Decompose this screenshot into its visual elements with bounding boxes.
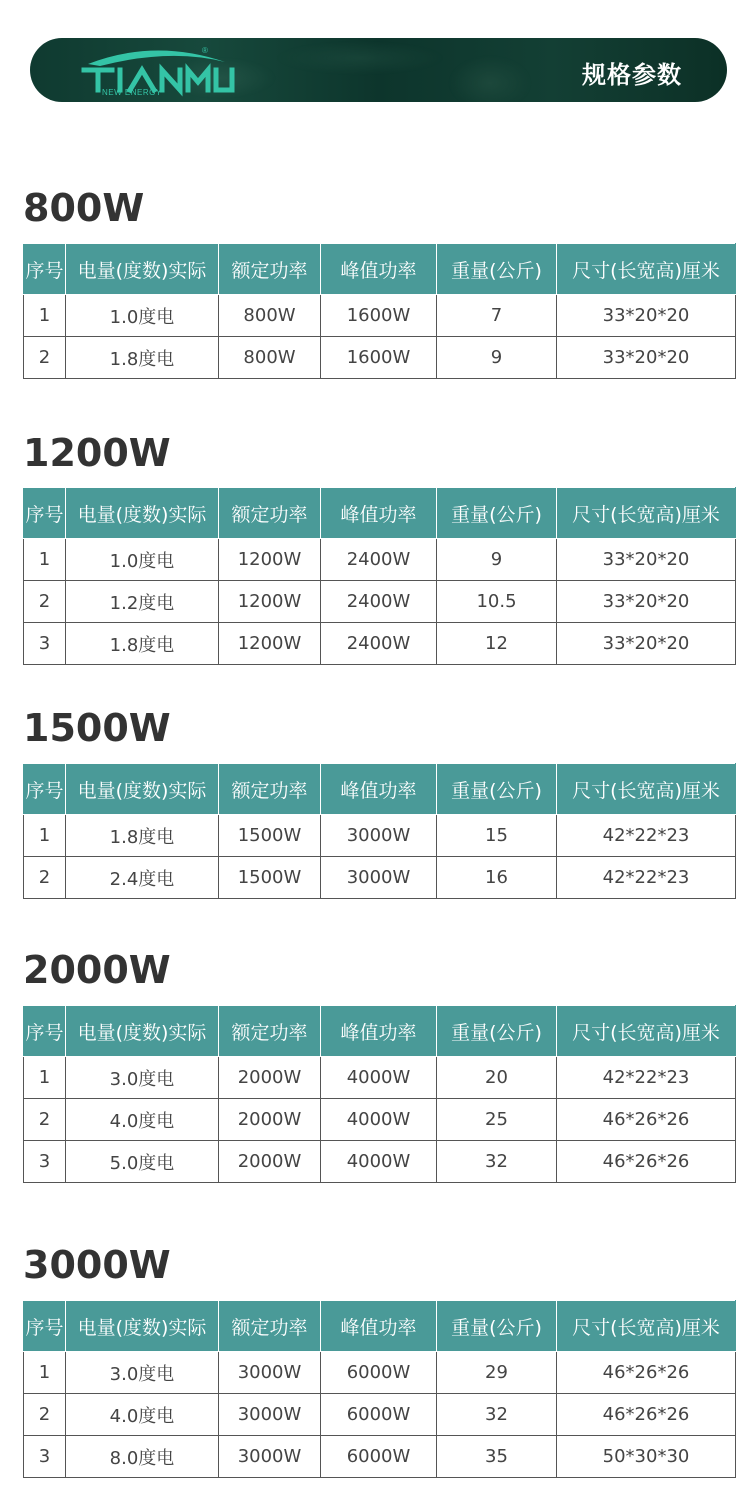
table-cell: 1200W <box>219 581 321 623</box>
column-header: 序号 <box>24 764 66 815</box>
column-header: 尺寸(长宽高)厘米 <box>557 488 736 539</box>
table-cell: 3000W <box>219 1436 321 1478</box>
table-cell: 2400W <box>321 623 437 665</box>
table-cell: 15 <box>437 815 557 857</box>
table-cell: 3 <box>24 623 66 665</box>
table-cell: 4000W <box>321 1057 437 1099</box>
column-header: 电量(度数)实际 <box>66 1006 219 1057</box>
column-header: 峰值功率 <box>321 1006 437 1057</box>
table-cell: 4000W <box>321 1141 437 1183</box>
table-cell: 800W <box>219 295 321 337</box>
table-cell: 9 <box>437 337 557 379</box>
table-cell: 1500W <box>219 857 321 899</box>
table-cell: 5.0度电 <box>66 1141 219 1183</box>
table-cell: 1.0度电 <box>66 539 219 581</box>
column-header: 峰值功率 <box>321 488 437 539</box>
table-cell: 1600W <box>321 337 437 379</box>
table-cell: 1600W <box>321 295 437 337</box>
table-row <box>24 1436 736 1478</box>
table-cell: 2000W <box>219 1099 321 1141</box>
table-cell: 50*30*30 <box>557 1436 736 1478</box>
column-header: 序号 <box>24 244 66 295</box>
column-header: 电量(度数)实际 <box>66 244 219 295</box>
section-title: 2000W <box>23 948 171 992</box>
table-cell: 3 <box>24 1141 66 1183</box>
table-cell: 9 <box>437 539 557 581</box>
table-cell: 2 <box>24 581 66 623</box>
column-header: 额定功率 <box>219 1006 321 1057</box>
table-cell: 46*26*26 <box>557 1099 736 1141</box>
table-cell: 2400W <box>321 539 437 581</box>
table-cell: 2.4度电 <box>66 857 219 899</box>
table-cell: 7 <box>437 295 557 337</box>
table-row <box>24 815 736 857</box>
column-header: 尺寸(长宽高)厘米 <box>557 1006 736 1057</box>
table-cell: 29 <box>437 1352 557 1394</box>
table-cell: 3000W <box>321 815 437 857</box>
table-cell: 3000W <box>219 1352 321 1394</box>
table-cell: 32 <box>437 1141 557 1183</box>
column-header: 额定功率 <box>219 764 321 815</box>
section-title: 800W <box>23 186 145 230</box>
table-cell: 3.0度电 <box>66 1352 219 1394</box>
table-cell: 4000W <box>321 1099 437 1141</box>
table-row <box>24 1394 736 1436</box>
table-cell: 6000W <box>321 1394 437 1436</box>
table-cell: 6000W <box>321 1352 437 1394</box>
column-header: 尺寸(长宽高)厘米 <box>557 764 736 815</box>
table-row <box>24 1099 736 1141</box>
table-row <box>24 1352 736 1394</box>
column-header: 电量(度数)实际 <box>66 488 219 539</box>
table-cell: 3000W <box>321 857 437 899</box>
column-header: 重量(公斤) <box>437 1301 557 1352</box>
table-header-row <box>24 764 736 815</box>
table-cell: 46*26*26 <box>557 1141 736 1183</box>
table-row <box>24 295 736 337</box>
column-header: 重量(公斤) <box>437 244 557 295</box>
table-cell: 42*22*23 <box>557 857 736 899</box>
table-row <box>24 623 736 665</box>
table-cell: 1200W <box>219 539 321 581</box>
table-row <box>24 539 736 581</box>
table-cell: 2400W <box>321 581 437 623</box>
table-cell: 2 <box>24 857 66 899</box>
table-cell: 42*22*23 <box>557 1057 736 1099</box>
column-header: 序号 <box>24 1301 66 1352</box>
table-cell: 1200W <box>219 623 321 665</box>
column-header: 尺寸(长宽高)厘米 <box>557 244 736 295</box>
table-cell: 46*26*26 <box>557 1394 736 1436</box>
table-cell: 1 <box>24 295 66 337</box>
banner-title: 规格参数 <box>582 61 682 89</box>
table-header-row <box>24 1301 736 1352</box>
table-cell: 46*26*26 <box>557 1352 736 1394</box>
column-header: 峰值功率 <box>321 764 437 815</box>
table-cell: 16 <box>437 857 557 899</box>
section-title: 3000W <box>23 1243 171 1287</box>
registered-mark: ® <box>202 46 208 55</box>
table-cell: 42*22*23 <box>557 815 736 857</box>
logo-subtitle: NEW ENERGY <box>102 88 162 97</box>
table-row <box>24 857 736 899</box>
table-cell: 33*20*20 <box>557 337 736 379</box>
table-cell: 12 <box>437 623 557 665</box>
column-header: 重量(公斤) <box>437 1006 557 1057</box>
table-header-row <box>24 488 736 539</box>
spec-table <box>23 243 736 379</box>
column-header: 序号 <box>24 1006 66 1057</box>
table-cell: 2000W <box>219 1057 321 1099</box>
table-cell: 2 <box>24 1394 66 1436</box>
table-cell: 1 <box>24 539 66 581</box>
table-cell: 3 <box>24 1436 66 1478</box>
column-header: 额定功率 <box>219 488 321 539</box>
table-cell: 35 <box>437 1436 557 1478</box>
spec-table <box>23 1005 736 1183</box>
column-header: 峰值功率 <box>321 244 437 295</box>
table-cell: 20 <box>437 1057 557 1099</box>
table-cell: 3.0度电 <box>66 1057 219 1099</box>
table-cell: 1.2度电 <box>66 581 219 623</box>
table-cell: 1.8度电 <box>66 337 219 379</box>
table-row <box>24 1141 736 1183</box>
table-cell: 10.5 <box>437 581 557 623</box>
column-header: 峰值功率 <box>321 1301 437 1352</box>
table-cell: 4.0度电 <box>66 1099 219 1141</box>
spec-table <box>23 1300 736 1478</box>
column-header: 重量(公斤) <box>437 764 557 815</box>
table-cell: 6000W <box>321 1436 437 1478</box>
table-cell: 1500W <box>219 815 321 857</box>
column-header: 序号 <box>24 488 66 539</box>
section-title: 1200W <box>23 431 171 475</box>
table-cell: 33*20*20 <box>557 539 736 581</box>
table-cell: 2000W <box>219 1141 321 1183</box>
column-header: 重量(公斤) <box>437 488 557 539</box>
column-header: 电量(度数)实际 <box>66 1301 219 1352</box>
column-header: 尺寸(长宽高)厘米 <box>557 1301 736 1352</box>
table-cell: 1.8度电 <box>66 815 219 857</box>
table-cell: 3000W <box>219 1394 321 1436</box>
table-cell: 1.8度电 <box>66 623 219 665</box>
spec-table <box>23 763 736 899</box>
table-row <box>24 581 736 623</box>
table-cell: 800W <box>219 337 321 379</box>
table-cell: 2 <box>24 1099 66 1141</box>
table-cell: 32 <box>437 1394 557 1436</box>
table-row <box>24 337 736 379</box>
column-header: 电量(度数)实际 <box>66 764 219 815</box>
table-cell: 1 <box>24 1057 66 1099</box>
table-cell: 2 <box>24 337 66 379</box>
spec-table <box>23 487 736 665</box>
table-cell: 33*20*20 <box>557 581 736 623</box>
column-header: 额定功率 <box>219 1301 321 1352</box>
header-banner <box>30 38 727 102</box>
table-header-row <box>24 1006 736 1057</box>
table-cell: 1 <box>24 815 66 857</box>
table-cell: 8.0度电 <box>66 1436 219 1478</box>
table-header-row <box>24 244 736 295</box>
column-header: 额定功率 <box>219 244 321 295</box>
table-cell: 33*20*20 <box>557 623 736 665</box>
table-cell: 1.0度电 <box>66 295 219 337</box>
section-title: 1500W <box>23 706 171 750</box>
table-cell: 25 <box>437 1099 557 1141</box>
table-row <box>24 1057 736 1099</box>
table-cell: 4.0度电 <box>66 1394 219 1436</box>
table-cell: 33*20*20 <box>557 295 736 337</box>
table-cell: 1 <box>24 1352 66 1394</box>
